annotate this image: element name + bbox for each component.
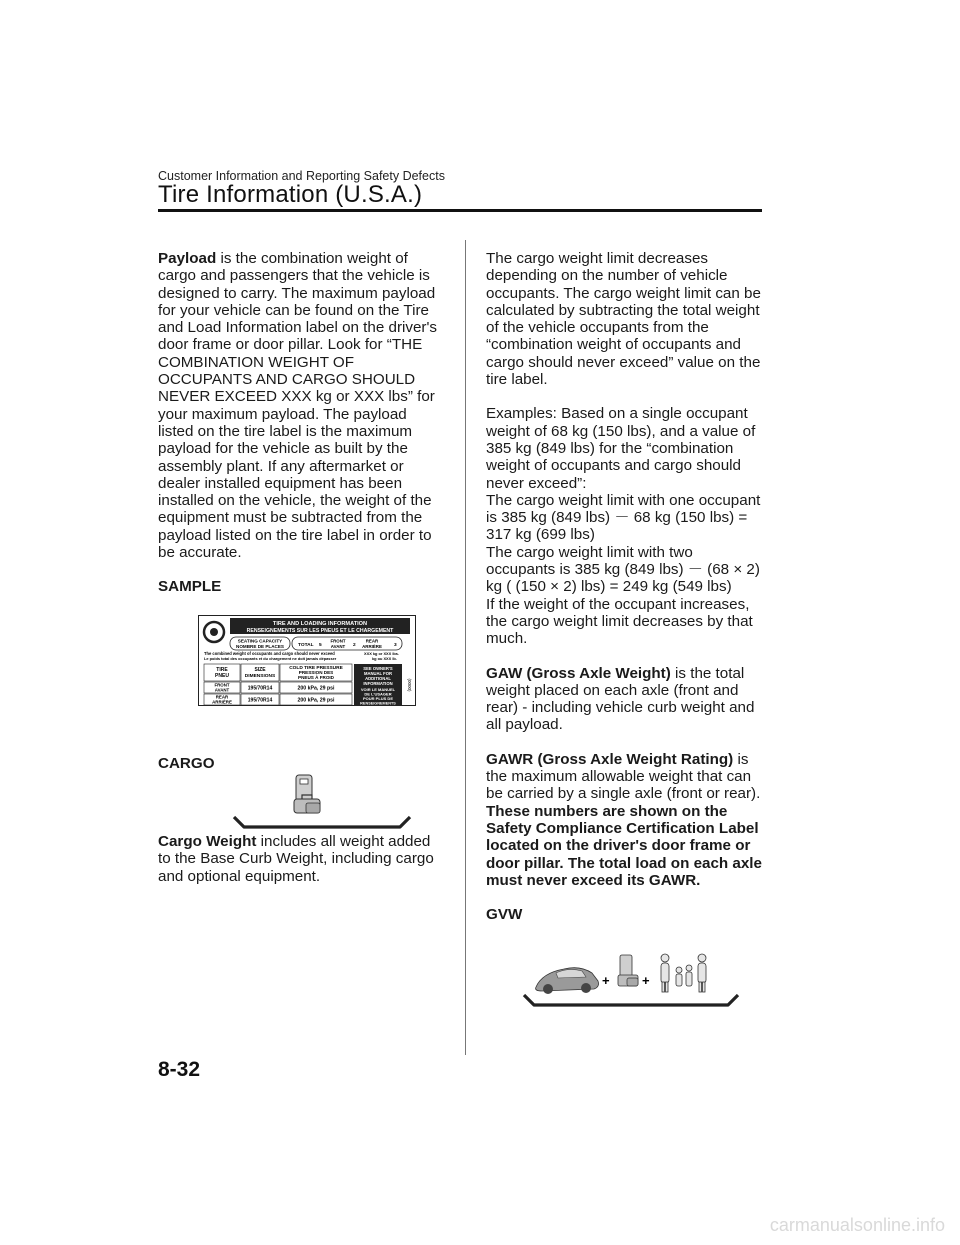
example-one-occupant: The cargo weight limit with one occupant is 385 kg (849 lbs) － 68 kg (150 lbs) = 317 kg (699 lbs) — [486, 491, 761, 544]
svg-text:200 kPa, 29 psi: 200 kPa, 29 psi — [297, 697, 335, 704]
plus-sign: + — [602, 973, 610, 988]
cargo-limit-paragraph: The cargo weight limit decreases depending on the number of vehicle occupants. The cargo weight limit can be calculated by subtracting the total weight of the vehicle occupants from the “combination weight of occupants and cargo should never exceed” value on the tire label. — [486, 250, 761, 389]
voir-manuel-1: VOIR LE MANUEL — [360, 687, 396, 692]
cargo-weight-paragraph — [158, 833, 443, 885]
cargo-weight-term: Cargo Weight — [158, 833, 257, 850]
gaw-paragraph — [486, 665, 766, 734]
label-title-en: TIRE AND LOADING INFORMATION — [272, 621, 368, 627]
payload-term: Payload — [158, 250, 217, 267]
see-owners-3: ADDITIONAL — [365, 676, 391, 681]
rear-value: 3 — [394, 643, 397, 648]
col-tire-en: TIRE — [216, 667, 228, 673]
svg-text:195/70R14: 195/70R14 — [247, 685, 273, 692]
section-title: Customer Information and Reporting Safety Defects — [158, 169, 445, 183]
see-owners-2: MANUAL FOR — [363, 671, 393, 676]
left-column-cargo-text — [158, 833, 443, 902]
label-title-fr: RENSEIGNEMENTS SUR LES PNEUS ET LE CHARGEMENT — [246, 628, 394, 634]
col-pressure-3: PNEUS À FROID — [298, 675, 334, 680]
watermark: carmanualsonline.info — [769, 1215, 945, 1235]
gawr-text: is the maximum allowable weight that can be carried by a single axle (front or rear). — [486, 750, 761, 803]
voir-manuel-3: POUR PLUS DE — [362, 696, 394, 701]
plus-sign: + — [642, 973, 650, 988]
svg-text:AVANT: AVANT — [214, 687, 230, 693]
car-icon — [536, 968, 599, 994]
front-value: 2 — [353, 643, 356, 648]
label-code: (0000) — [407, 678, 412, 692]
luggage-icon — [294, 775, 320, 813]
page-title: Tire Information (U.S.A.) — [158, 181, 423, 208]
combined-en: The combined weight of occupants and cargo should never exceed — [204, 651, 335, 656]
kg-line-fr: kg ou XXX lb. — [372, 656, 397, 661]
left-column — [158, 250, 443, 613]
total-label: TOTAL — [298, 643, 314, 648]
col-pressure-1: COLD TIRE PRESSURE — [289, 666, 343, 671]
people-icon — [661, 954, 706, 992]
cargo-heading: CARGO — [158, 755, 215, 772]
col-tire-fr: PNEU — [215, 673, 229, 679]
page-number: 8-32 — [158, 1058, 201, 1081]
total-value: 5 — [319, 643, 322, 648]
voir-manuel-4: RENSEIGNEMENTS — [360, 701, 396, 706]
front-en: FRONT — [330, 638, 346, 644]
header-rule — [158, 209, 762, 212]
svg-text:FRONT: FRONT — [214, 682, 230, 688]
see-owners-1: SEE OWNER'S — [363, 666, 393, 671]
col-size-fr: DIMENSIONS — [244, 674, 276, 679]
svg-text:200 kPa, 29 psi: 200 kPa, 29 psi — [297, 685, 335, 692]
see-owners-4: INFORMATION — [363, 681, 393, 686]
gaw-text: is the total weight placed on each axle (front and rear) - including vehicle curb weight and all payload. — [486, 664, 755, 734]
col-pressure-2: PRESSION DES — [298, 670, 334, 675]
svg-text:ARRIÈRE: ARRIÈRE — [212, 699, 232, 705]
gvw-illustration — [522, 951, 740, 1017]
right-column — [486, 250, 766, 940]
gawr-term: GAWR (Gross Axle Weight Rating) — [486, 750, 734, 768]
gawr-paragraph — [486, 751, 766, 889]
cargo-weight-text: includes all weight added to the Base Curb Weight, including cargo and optional equipment. — [158, 833, 434, 885]
svg-text:REAR: REAR — [215, 694, 229, 700]
example-two-occupants: The cargo weight limit with two occupants is 385 kg (849 lbs) － (68 × 2) kg ( (150 × 2) lbs) = 249 kg (549 lbs) — [486, 543, 760, 596]
rear-en: REAR — [365, 638, 379, 644]
svg-text:195/70R14: 195/70R14 — [247, 697, 273, 704]
occupant-weight-note: If the weight of the occupant increases, the cargo weight limit decreases by that much. — [486, 595, 753, 648]
tire-icon — [204, 622, 224, 642]
voir-manuel-2: DE L'USAGER — [364, 691, 392, 697]
gvw-heading: GVW — [486, 906, 523, 924]
examples-intro: Examples: Based on a single occupant weight of 68 kg (150 lbs), and a value of 385 kg (849 lbs) for the “combination weight of occupants and cargo should never exceed”: — [486, 405, 756, 492]
sample-heading: SAMPLE — [158, 578, 222, 596]
payload-paragraph — [158, 250, 443, 561]
column-divider — [465, 240, 466, 1055]
payload-text: is the combination weight of cargo and passengers that the vehicle is designed to carry. The maximum payload for your vehicle can be found on the Tire and Load Information label on the driver's door frame or door pillar. Look for “THE COMBINATION WEIGHT OF OCCUPANTS AND CARGO SHOULD NEVER EXCEED XXX kg or XXX lbs” for your maximum payload. The payload listed on the tire label is the maximum payload for the vehicle as built by the assembly plant. If any aftermarket or dealer installed equipment has been installed on the vehicle, the weight of the equipment must be subtracted from the payload listed on the tire label in order to be accurate. — [158, 250, 437, 562]
luggage-icon — [618, 955, 638, 986]
front-fr: AVANT — [330, 644, 346, 649]
tire-loading-label — [198, 615, 416, 706]
seating-fr: NOMBRE DE PLACES — [236, 644, 284, 649]
gawr-warning: These numbers are shown on the Safety Compliance Certification Label located on the driver's door frame or door pillar. The total load on each axle must never exceed its GAWR. — [486, 802, 762, 889]
seating-en: SEATING CAPACITY — [237, 638, 283, 644]
rear-fr: ARRIÈRE — [362, 644, 382, 649]
col-size-en: SIZE — [254, 667, 266, 673]
kg-line-en: XXX kg or XXX lbs. — [364, 651, 400, 656]
combined-fr: Le poids total des occupants et du chargement ne doit jamais dépasser — [204, 656, 337, 661]
gaw-term: GAW (Gross Axle Weight) — [486, 664, 671, 682]
